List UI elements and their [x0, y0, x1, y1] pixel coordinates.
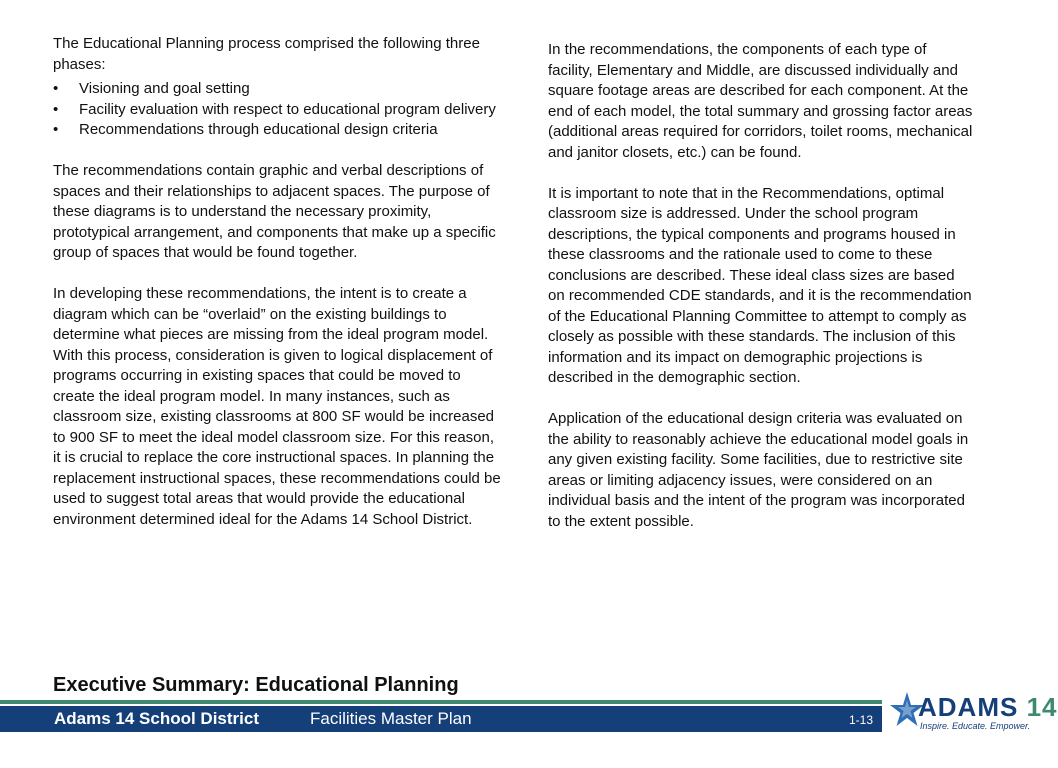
left-column	[53, 34, 503, 530]
footer-bar	[0, 706, 882, 732]
phase-list	[53, 79, 503, 141]
intro-text: The Educational Planning process comprised the following three phases:	[53, 35, 480, 73]
paragraph: In the recommendations, the components of each type of facility, Elementary and Middle, are discussed individually and square footage areas are described for each component. At the end of each model, the total summary and grossing factor areas (additional areas required for corridors, toilet rooms, mechanical and janitor closets, etc.) can be found.	[548, 41, 973, 161]
paragraph: It is important to note that in the Recommendations, optimal classroom size is addressed. Under the school program descriptions, the typical components and programs housed in these classrooms and the rationale used to come to these conclusions are described. These ideal class sizes are based on recommended CDE standards, and it is the recommendation of the Educational Planning Committee to attempt to comply as closely as possible with these standards. The inclusion of this information and its impact on demographic projections is described in the demographic section.	[548, 184, 972, 386]
list-item: • Recommendations through educational design criteria	[53, 120, 503, 141]
bullet-icon: •	[53, 121, 59, 138]
logo-tagline: Inspire. Educate. Empower.	[920, 721, 1031, 731]
section-title: Executive Summary: Educational Planning	[53, 674, 459, 696]
right-column	[548, 40, 973, 532]
bullet-icon: •	[53, 100, 59, 118]
page-number: 1-13	[849, 713, 874, 727]
list-item: • Visioning and goal setting	[53, 79, 503, 100]
footer-plan: Facilities Master Plan	[310, 709, 472, 728]
bullet-icon: •	[53, 80, 59, 97]
paragraph: In developing these recommendations, the intent is to create a diagram which can be “overlaid” on the existing buildings to determine what pieces are missing from the ideal program model. With this process, consideration is given to logical displacement of programs occurring in existing spaces that could be moved to create the ideal program model. In many instances, such as classroom size, existing classrooms at 800 SF would be increased to 900 SF to meet the ideal model classroom size. For this reason, it is crucial to replace the core instructional spaces. In planning the replacement instructional spaces, these recommendations could be used to suggest total areas that would provide the educational environment determined ideal for the Adams 14 School District.	[53, 285, 501, 528]
adams14-logo	[888, 690, 1058, 740]
paragraph: The recommendations contain graphic and verbal descriptions of spaces and their relationships to adjacent spaces. The purpose of these diagrams is to understand the necessary proximity, prototypical arrangement, and components that make up a specific group of spaces that would be found together.	[53, 162, 496, 261]
accent-rule	[0, 700, 882, 704]
logo-word: ADAMS 14	[918, 692, 1058, 722]
paragraph: Application of the educational design criteria was evaluated on the ability to reasonably achieve the educational model goals in any given existing facility. Some facilities, due to restrictive site areas or limiting adjacency issues, were considered on an individual basis and the intent of the program was incorporated to the extent possible.	[548, 410, 969, 530]
list-item: • Facility evaluation with respect to educational program delivery	[53, 100, 503, 121]
footer-org: Adams 14 School District	[54, 709, 260, 728]
